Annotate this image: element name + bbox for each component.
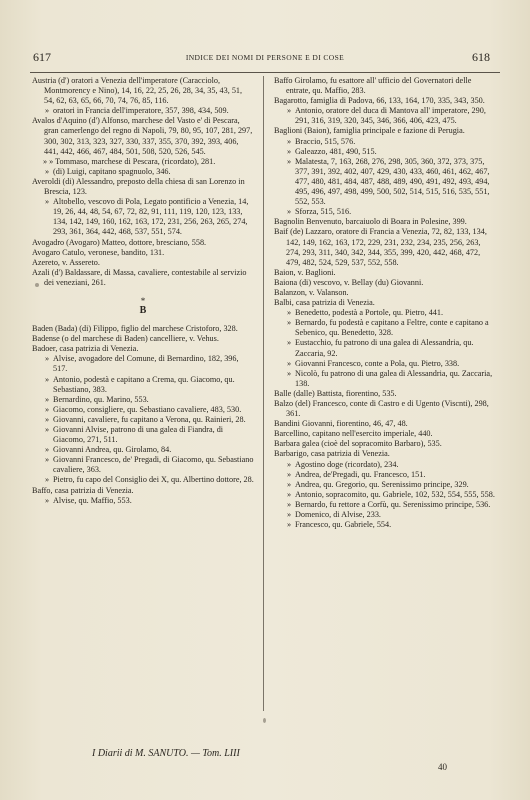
- ditto-mark: »: [45, 374, 50, 384]
- ditto-mark: »: [287, 156, 292, 166]
- ditto-mark: »: [45, 394, 50, 404]
- ditto-mark: »: [287, 146, 292, 156]
- entry-text: Balbi, casa patrizia di Venezia.: [274, 298, 375, 308]
- column-divider: [263, 76, 264, 711]
- index-subentry: [32, 395, 254, 405]
- entry-text: Baion, v. Baglioni.: [274, 267, 336, 277]
- ditto-mark: »: [287, 459, 292, 469]
- entry-text: Baif (de) Lazzaro, oratore di Francia a Venezia, 72, 82, 133, 134, 142, 149, 162, 163, 172, 229, 231, 232, 234, 235, 256, 263, 274, 293, 311, 340, 342, 344, 355, 399, 420, 442, 468, 472, 479, 482, 524, 529, 537, 552, 558.: [274, 227, 487, 267]
- index-entry: [32, 258, 254, 268]
- index-entry: [32, 248, 254, 258]
- entry-text: Bagarotto, famiglia di Padova, 66, 133, 164, 170, 335, 343, 350.: [274, 96, 485, 106]
- index-subentry: [32, 425, 254, 445]
- entry-text: Baffo Girolamo, fu esattore all' ufficio del Governatori delle entrate, qu. Maffio, 283.: [274, 76, 472, 96]
- ditto-mark: »: [287, 520, 292, 530]
- index-entry: [32, 344, 254, 354]
- entry-text: Sforza, 515, 516.: [295, 207, 352, 217]
- ditto-mark: »: [45, 197, 50, 207]
- entry-text: Alvise, avogadore del Comune, di Bernardino, 182, 396, 517.: [53, 354, 239, 374]
- entry-text: Benedetto, podestà a Portole, qu. Pietro, 441.: [295, 308, 444, 318]
- entry-text: Baglioni (Baion), famiglia principale e fazione di Perugia.: [274, 126, 465, 136]
- entry-text: Badense (o del marchese di Baden) cancelliere, v. Vehus.: [32, 334, 219, 344]
- index-subentry: [32, 167, 254, 177]
- index-entry: [274, 439, 496, 449]
- ink-speck: [35, 283, 39, 287]
- entry-text: Alvise, qu. Maffio, 553.: [53, 495, 132, 505]
- index-subentry: [274, 359, 496, 369]
- index-entry: [274, 449, 496, 459]
- index-entry: [32, 324, 254, 334]
- entry-text: Braccio, 515, 576.: [295, 136, 356, 146]
- entry-text: Avogaro Catulo, veronese, bandito, 131.: [32, 247, 165, 257]
- entry-text: Balzo (del) Francesco, conte di Castro e di Ugento (Viscnti), 298, 361.: [274, 399, 489, 419]
- entry-text: Andrea, de'Pregadi, qu. Francesco, 151.: [295, 469, 426, 479]
- ditto-mark: »: [287, 207, 292, 217]
- index-entry: [32, 334, 254, 344]
- entry-text: Giovanni Alvise, patrono di una galea di Fiandra, di Giacomo, 271, 511.: [53, 425, 224, 445]
- entry-text: Balanzon, v. Valanson.: [274, 287, 349, 297]
- index-entry: [274, 399, 496, 419]
- entry-text: Antonio, sopracomito, qu. Gabriele, 102, 532, 554, 555, 558.: [295, 489, 495, 499]
- index-subentry: [32, 415, 254, 425]
- ditto-mark: »: [287, 499, 292, 509]
- ink-speck: [263, 718, 266, 723]
- entry-text: Malatesta, 7, 163, 268, 276, 298, 305, 360, 372, 373, 375, 377, 391, 392, 402, 407, 429, 430, 433, 460, 461, 462, 467, 477, 480, 481, 484, 487, 488, 489, 490, 491, 492, 493, 494, 495, 496, 497, 498, 499, 500, 502, 514, 515, 516, 535, 551, 552, 553.: [295, 156, 490, 207]
- right-column: [274, 76, 496, 530]
- index-entry: [274, 288, 496, 298]
- entry-text: Barbara galea (cioè del sopracomito Barbaro), 535.: [274, 439, 442, 449]
- index-subentry: [274, 470, 496, 480]
- entry-text: Barbarigo, casa patrizia di Venezia.: [274, 449, 390, 459]
- index-entry: [32, 177, 254, 197]
- section-gap: [32, 316, 254, 324]
- index-subentry: [274, 490, 496, 500]
- entry-text: Andrea, qu. Gregorio, qu. Serenissimo principe, 329.: [295, 479, 469, 489]
- index-subentry: [32, 157, 254, 167]
- ditto-mark: »: [287, 136, 292, 146]
- entry-text: Antonio, oratore del duca di Mantova all' imperatore, 290, 291, 316, 319, 320, 345, 346, 366, 406, 423, 475.: [295, 106, 486, 126]
- ditto-mark: »: [45, 106, 50, 116]
- index-entry: [32, 76, 254, 106]
- section-letter: B: [139, 304, 147, 316]
- index-subentry: [274, 338, 496, 358]
- entry-text: Giovanni, cavaliere, fu capitano a Verona, qu. Rainieri, 28.: [53, 414, 246, 424]
- entry-text: Avogadro (Avogaro) Matteo, dottore, bresciano, 558.: [32, 237, 207, 247]
- entry-text: Azali (d') Baldassare, di Massa, cavaliere, contestabile al servizio dei veneziani, 261.: [32, 267, 247, 287]
- ditto-mark: »: [287, 368, 292, 378]
- ditto-mark: »: [287, 489, 292, 499]
- entry-text: Domenico, di Alvise, 233.: [295, 510, 381, 520]
- page-number-left: 617: [33, 50, 51, 64]
- index-subentry: [32, 475, 254, 485]
- running-title: INDICE DEI NOMI DI PERSONE E DI COSE: [185, 53, 345, 62]
- entry-text: Giacomo, consigliere, qu. Sebastiano cavaliere, 483, 530.: [53, 404, 242, 414]
- index-entry: [32, 486, 254, 496]
- index-subentry: [274, 147, 496, 157]
- ditto-mark: »: [45, 475, 50, 485]
- page-header: [0, 50, 530, 66]
- entry-text: Austria (d') oratori a Venezia dell'imperatore (Caracciolo, Montmorency e Nino), 14, 16, 22, 25, 26, 28, 34, 35, 43, 51, 54, 62, 63, 65, 66, 70, 74, 76, 85, 116.: [32, 76, 243, 106]
- entry-text: Badoer, casa patrizia di Venezia.: [32, 344, 139, 354]
- index-subentry: [274, 510, 496, 520]
- ditto-mark: »: [287, 338, 292, 348]
- section-gap: [32, 288, 254, 296]
- ditto-mark: »: [287, 308, 292, 318]
- entry-text: Francesco, qu. Gabriele, 554.: [295, 520, 392, 530]
- entry-text: Azereto, v. Assereto.: [32, 257, 100, 267]
- ditto-mark: »: [287, 469, 292, 479]
- ditto-mark: »: [45, 354, 50, 364]
- ditto-mark: »: [45, 495, 50, 505]
- index-subentry: [274, 157, 496, 207]
- ditto-mark: »: [45, 414, 50, 424]
- index-entry: [274, 96, 496, 106]
- index-entry: [274, 278, 496, 288]
- entry-text: (di) Luigi, capitano spagnuolo, 346.: [53, 166, 171, 176]
- ditto-mark: »: [45, 455, 50, 465]
- ditto-mark: »: [287, 358, 292, 368]
- signature-mark: 40: [438, 762, 447, 772]
- entry-text: Bagnolin Benvenuto, barcaiuolo di Boara in Polesine, 399.: [274, 217, 467, 227]
- entry-text: Antonio, podestà e capitano a Crema, qu. Giacomo, qu. Sebastiano, 383.: [53, 374, 235, 394]
- index-entry: [32, 238, 254, 248]
- entry-text: Avalos d'Aquino (d') Alfonso, marchese del Vasto e' di Pescara, gran camerlengo del regno di Napoli, 79, 80, 95, 107, 281, 297, 300, 302, 313, 323, 327, 330, 337, 355, 370, 392, 393, 406, 441, 442, 466, 467, 484, 501, 508, 520, 526, 545.: [32, 116, 253, 156]
- index-subentry: [32, 375, 254, 395]
- index-subentry: [32, 354, 254, 374]
- index-entry: [32, 116, 254, 156]
- index-subentry: [32, 496, 254, 506]
- index-subentry: [274, 480, 496, 490]
- entry-text: Eustacchio, fu patrono di una galea di Alessandria, qu. Zaccaria, 92.: [295, 338, 474, 358]
- entry-text: Bernardo, fu podestà e capitano a Feltre, conte e capitano a Sebenico, qu. Benedetto, 328.: [295, 318, 489, 338]
- index-entry: [274, 76, 496, 96]
- entry-text: Nicolò, fu patrono di una galea di Alessandria, qu. Zaccaria, 138.: [295, 368, 493, 388]
- entry-text: Agostino doge (ricordato), 234.: [295, 459, 399, 469]
- index-entry: [274, 298, 496, 308]
- index-entry: [274, 389, 496, 399]
- ditto-mark: »: [287, 479, 292, 489]
- index-entry: [32, 268, 254, 288]
- entry-text: Averoldi (di) Alessandro, preposto della chiesa di san Lorenzo in Brescia, 123.: [32, 176, 245, 197]
- section-ornament: *: [140, 295, 146, 306]
- entry-text: » » Tommaso, marchese di Pescara, (ricordato), 281.: [43, 156, 216, 166]
- index-subentry: [274, 308, 496, 318]
- entry-text: Balle (dalle) Battista, fiorentino, 535.: [274, 388, 397, 398]
- entry-text: Bernardo, fu rettore a Corfù, qu. Serenissimo principe, 536.: [295, 499, 491, 509]
- entry-text: Baiona (di) vescovo, v. Bellay (du) Giovanni.: [274, 277, 424, 287]
- index-subentry: [274, 318, 496, 338]
- index-subentry: [32, 445, 254, 455]
- index-subentry: [32, 197, 254, 237]
- index-subentry: [32, 455, 254, 475]
- page-footer: [0, 748, 530, 772]
- ditto-mark: »: [45, 445, 50, 455]
- entry-text: Galeazzo, 481, 490, 515.: [295, 146, 377, 156]
- index-entry: [274, 217, 496, 227]
- index-entry: [274, 268, 496, 278]
- index-subentry: [32, 405, 254, 415]
- index-subentry: [274, 137, 496, 147]
- ditto-mark: »: [287, 510, 292, 520]
- ditto-mark: »: [45, 166, 50, 176]
- page-number-right: 618: [472, 50, 490, 64]
- ditto-mark: »: [45, 425, 50, 434]
- ditto-mark: »: [45, 404, 50, 414]
- entry-text: Barcellino, capitano nell'esercito imperiale, 440.: [274, 429, 433, 439]
- index-subentry: [274, 207, 496, 217]
- index-subentry: [274, 369, 496, 389]
- ditto-mark: »: [287, 318, 292, 328]
- entry-text: Baffo, casa patrizia di Venezia.: [32, 485, 134, 495]
- entry-text: Giovanni Andrea, qu. Girolamo, 84.: [53, 445, 172, 455]
- entry-text: Bandini Giovanni, fiorentino, 46, 47, 48.: [274, 419, 408, 429]
- index-entry: [274, 419, 496, 429]
- entry-text: oratori in Francia dell'imperatore, 357, 398, 434, 509.: [53, 106, 229, 116]
- entry-text: Giovanni Francesco, conte a Pola, qu. Pietro, 338.: [295, 358, 460, 368]
- header-rule: [30, 72, 500, 73]
- ditto-mark: »: [287, 106, 292, 116]
- index-entry: [274, 429, 496, 439]
- index-entry: [274, 126, 496, 136]
- index-subentry: [274, 500, 496, 510]
- entry-text: Pietro, fu capo del Consiglio dei X, qu. Albertino dottore, 28.: [53, 475, 254, 485]
- entry-text: Bernardino, qu. Marino, 553.: [53, 394, 149, 404]
- index-subentry: [274, 520, 496, 530]
- entry-text: Baden (Bada) (di) Filippo, figlio del marchese Cristoforo, 328.: [32, 324, 238, 334]
- index-subentry: [274, 106, 496, 126]
- index-entry: [274, 227, 496, 267]
- index-subentry: [274, 460, 496, 470]
- entry-text: Giovanni Francesco, de' Pregadi, di Giacomo, qu. Sebastiano cavaliere, 363.: [53, 455, 254, 475]
- entry-text: Altobello, vescovo di Pola, Legato pontificio a Venezia, 14, 19, 26, 44, 48, 54, 67, 72, 82, 91, 111, 119, 120, 123, 133, 134, 142, 149, 160, 162, 163, 172, 231, 256, 263, 265, 274, 293, 361, 364, 442, 468, 537, 551, 574.: [53, 197, 249, 237]
- left-column: [32, 76, 254, 506]
- index-subentry: [32, 106, 254, 116]
- footer-title: I Diarii di M. SANUTO. — Tom. LIII: [92, 748, 240, 759]
